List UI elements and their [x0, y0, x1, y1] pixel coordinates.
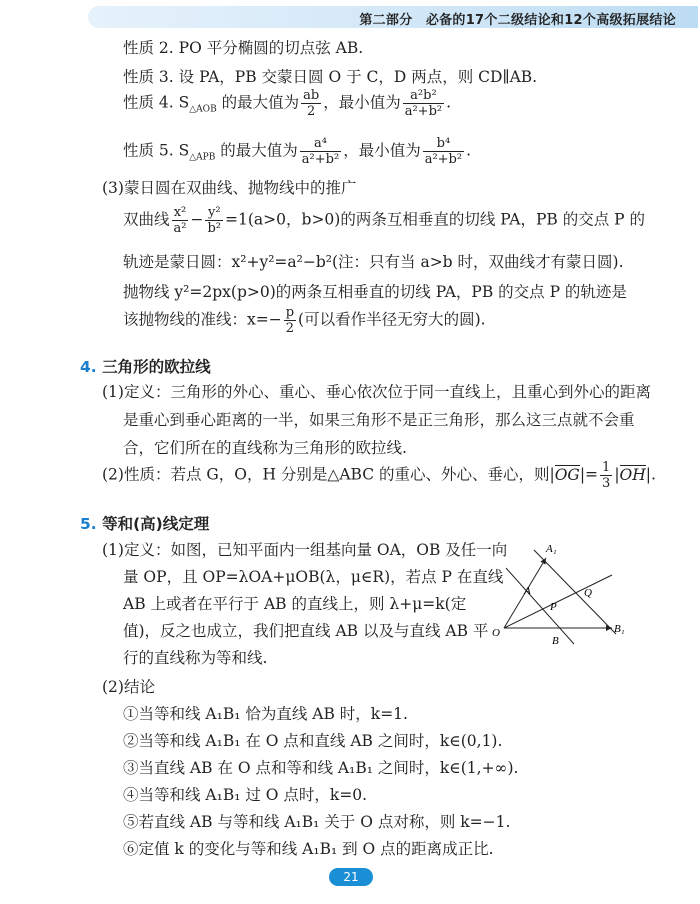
conclusion-6: ⑥定值 k 的变化与等和线 A₁B₁ 到 O 点的距离成正比. — [123, 840, 494, 858]
label-p: P — [550, 601, 557, 613]
header-bar — [88, 6, 698, 28]
label-q: Q — [584, 587, 592, 599]
euler-def-2: 是重心到垂心距离的一半，如果三角形不是正三角形，那么这三点就不会重 — [123, 411, 635, 429]
line-a1b1 — [534, 550, 616, 634]
equal-def-2: 量 OP，且 OP=λOA+μOB(λ，μ∈R)，若点 P 在直线 — [123, 568, 504, 586]
property-3: 性质 3. 设 PA，PB 交蒙日圆 O 于 C，D 两点，则 CD∥AB. — [123, 68, 538, 86]
section-5-heading: 5. 等和(高)线定理 — [80, 515, 210, 533]
equal-def-5: 行的直线称为等和线. — [123, 649, 268, 667]
conclusion-5: ⑤若直线 AB 与等和线 A₁B₁ 关于 O 点对称，则 k=−1. — [123, 813, 511, 831]
equal-def-4: 值)，反之也成立，我们把直线 AB 以及与直线 AB 平 — [123, 622, 489, 640]
equal-def-1: (1)定义：如图，已知平面内一组基向量 OA，OB 及任一向 — [102, 541, 508, 559]
page-number-badge: 21 — [329, 868, 373, 886]
euler-def-3: 合，它们所在的直线称为三角形的欧拉线. — [123, 439, 407, 457]
parabola-line-1: 抛物线 y²=2px(p>0)的两条互相垂直的切线 PA，PB 的交点 P 的轨迹是 — [123, 283, 627, 301]
extension-title: (3)蒙日圆在双曲线、抛物线中的推广 — [102, 179, 357, 197]
euler-def-1: (1)定义：三角形的外心、重心、垂心依次位于同一直线上，且重心到外心的距离 — [102, 383, 651, 401]
property-2: 性质 2. PO 平分椭圆的切点弦 AB. — [123, 39, 364, 57]
label-a: A — [524, 585, 531, 597]
property-5: 性质 5. $S_{\triangle APB}$ 的最大值为 $\frac{\text{a⁴}}{\text{a²+b²}}$ ，最小值为 $\frac{\text{b⁴}}{\text{a²+b²}}$ . — [123, 136, 472, 167]
label-o: O — [492, 627, 500, 639]
label-b1: B₁ — [614, 623, 625, 635]
label-b: B — [552, 635, 559, 647]
label-a1: A₁ — [546, 543, 557, 555]
euler-property: (2)性质：若点 G，O，H 分别是△ABC 的重心、外心、垂心，则|OG|= $\frac{1}{3}$ |OH|. — [102, 460, 656, 491]
line-ab — [506, 568, 574, 644]
conclusion-title: (2)结论 — [102, 678, 155, 696]
conclusion-1: ①当等和线 A₁B₁ 恰为直线 AB 时，k=1. — [123, 705, 408, 723]
property-4: 性质 4. $S_{\triangle AOB}$ 的最大值为 $\frac{ab}{2}$ ，最小值为 $\frac{\text{a²b²}}{\text{a²+b²}}$ . — [123, 88, 452, 119]
equal-sum-diagram — [484, 540, 634, 655]
parabola-line-2: 该抛物线的准线：x=− $\frac{p}{2}$ (可以看作半径无穷大的圆). — [123, 305, 486, 336]
hyperbola-line-1: 双曲线 $\frac{\text{x²}}{\text{a²}}$ − $\frac{\text{y²}}{\text{b²}}$ =1(a>0，b>0)的两条互相垂直的切线 PA，PB 的交点 P 的 — [123, 205, 645, 236]
hyperbola-line-2: 轨迹是蒙日圆：x²+y²=a²−b²(注：只有当 a>b 时，双曲线才有蒙日圆). — [123, 253, 624, 271]
conclusion-2: ②当等和线 A₁B₁ 在 O 点和直线 AB 之间时，k∈(0,1). — [123, 732, 503, 750]
section-4-heading: 4. 三角形的欧拉线 — [80, 358, 211, 376]
conclusion-3: ③当直线 AB 在 O 点和等和线 A₁B₁ 之间时，k∈(1,+∞). — [123, 759, 519, 777]
equal-def-3: AB 上或者在平行于 AB 的直线上，则 λ+μ=k(定 — [123, 595, 467, 613]
header-title: 第二部分 必备的17个二级结论和12个高级拓展结论 — [359, 13, 676, 28]
conclusion-4: ④当等和线 A₁B₁ 过 O 点时，k=0. — [123, 786, 368, 804]
